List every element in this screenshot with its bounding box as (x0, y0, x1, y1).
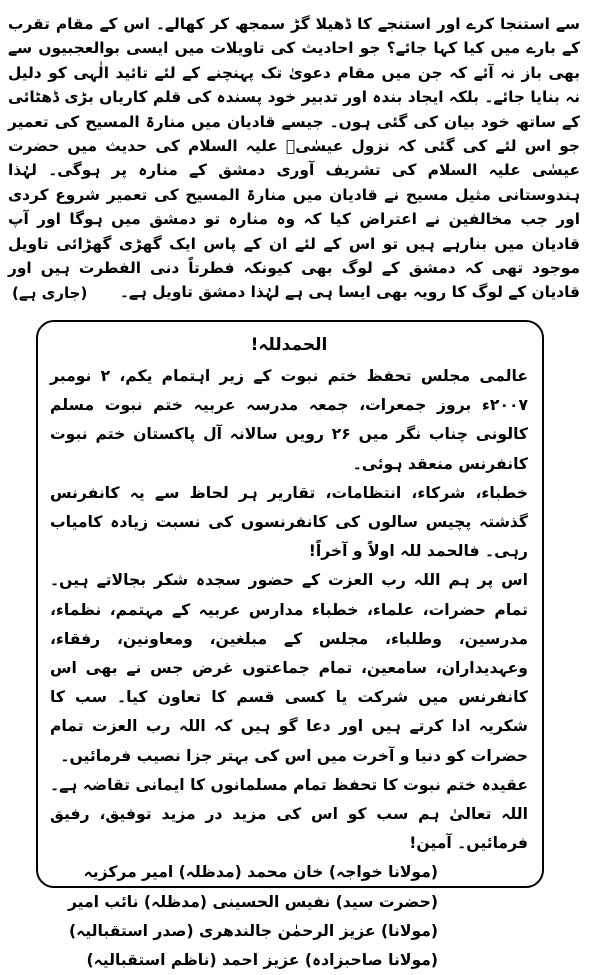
announcement-box (36, 320, 544, 970)
signatory-line: (مولانا صاحبزادہ) عزیز احمد (ناظم استقبالیہ) (86, 951, 438, 970)
announcement-paragraph: عالمی مجلس تحفظ ختم نبوت کے زیر اہتمام یکم، ۲ نومبر ۲۰۰۷ء بروز جمعرات، جمعہ مدرسہ عربیہ ختم نبوت مسلم کالونی چناب نگر میں ۲۶ رویں سالانہ آل پاکستان ختم نبوت کانفرنس منعقد ہوئی۔ (50, 367, 529, 473)
article-continuation (8, 12, 580, 305)
signatory-line: (حضرت سید) نفیس الحسینی (مدظلہ) نائب امیر (67, 892, 438, 911)
continued-marker: (جاری ہے) (12, 283, 88, 302)
announcement-paragraph: خطباء، شرکاء، انتظامات، تقاریر ہر لحاظ سے یہ کانفرنس گذشتہ پچیس سالوں کی کانفرنسوں کی نسبت زیادہ کامیاب رہی۔ فالحمد للہ اولاً و آخراً! (50, 483, 528, 561)
signatory-line: (مولانا) عزیز الرحمٰن جالندھری (صدر استقبالیہ) (69, 921, 438, 940)
signatory-line: (مولانا خواجہ) خان محمد (مدظلہ) امیر مرکزیہ (83, 863, 438, 882)
announcement-title: الحمدللہ! (250, 335, 328, 355)
announcement-paragraph: اس پر ہم اللہ رب العزت کے حضور سجدہ شکر بجالاتے ہیں۔ تمام حضرات، علماء، خطباء مدارس عربیہ کے مہتمم، نظماء، مدرسین، وطلباء، مجلس کے مبلغین، ومعاونین، رفقاء، وعہدیداران، سامعین، تمام جماعتوں غرض جس نے بھی اس کانفرنس میں شرکت یا کسی قسم کا تعاون کیا۔ سب کا شکریہ ادا کرتے ہیں اور دعا گو ہیں کہ اللہ رب العزت تمام حضرات کو دنیا و آخرت میں اس کی بہتر جزا نصیب فرمائیں۔ (50, 571, 528, 765)
article-paragraph: سے استنجا کرے اور استنجے کا ڈھیلا گڑ سمجھ کر کھالے۔ اس کے مقام تقرب کے بارے میں کیا کہا جائے؟ جو احادیث کی تاویلات میں ایسی بوالعجبیوں سے بھی باز نہ آئے کہ جن میں مقام دعویٰ تک پہنچنے کے لئے تائید الٰہی کو دلیل نہ بنایا جائے۔ بلکہ ایجاد بندہ اور تدبیر خود پسندہ کی قلم کاریاں بڑی ڈھٹائی کے ساتھ خود بیان کی گئی ہوں۔ جیسے قادیان میں منارۃ المسیح کی تعمیر جو اس لئے کی گئی کہ نزول عیسٰیؑ علیہ السلام کی حدیث میں حضرت عیسٰی علیہ السلام کی تشریف آوری دمشق کے منارہ پر ہوگی۔ لہٰذا ہندوستانی مثیل مسیح نے قادیان میں منارۃ المسیح کی تعمیر شروع کردی اور جب مخالفین نے اعتراض کیا کہ وہ منارہ تو دمشق میں ہوگا اور آپ قادیان میں بنارہے ہیں تو اس کے لئے ان کے پاس ایک گھڑی گھڑائی تاویل موجود تھی کہ دمشق کے لوگ بھی کیونکہ فطرتاً دنی الفطرت ہیں اور قادیان کے لوگ کا رویہ بھی ایسا ہی ہے لہٰذا دمشق تاویل ہے۔ (8, 15, 580, 302)
announcement-content (50, 330, 528, 975)
announcement-paragraph: عقیدہ ختم نبوت کا تحفظ تمام مسلمانوں کا ایمانی تقاضہ ہے۔ اللہ تعالیٰ ہم سب کو اس کی مزید در مزید توفیق، رفیق فرمائیں۔ آمین! (50, 775, 528, 853)
